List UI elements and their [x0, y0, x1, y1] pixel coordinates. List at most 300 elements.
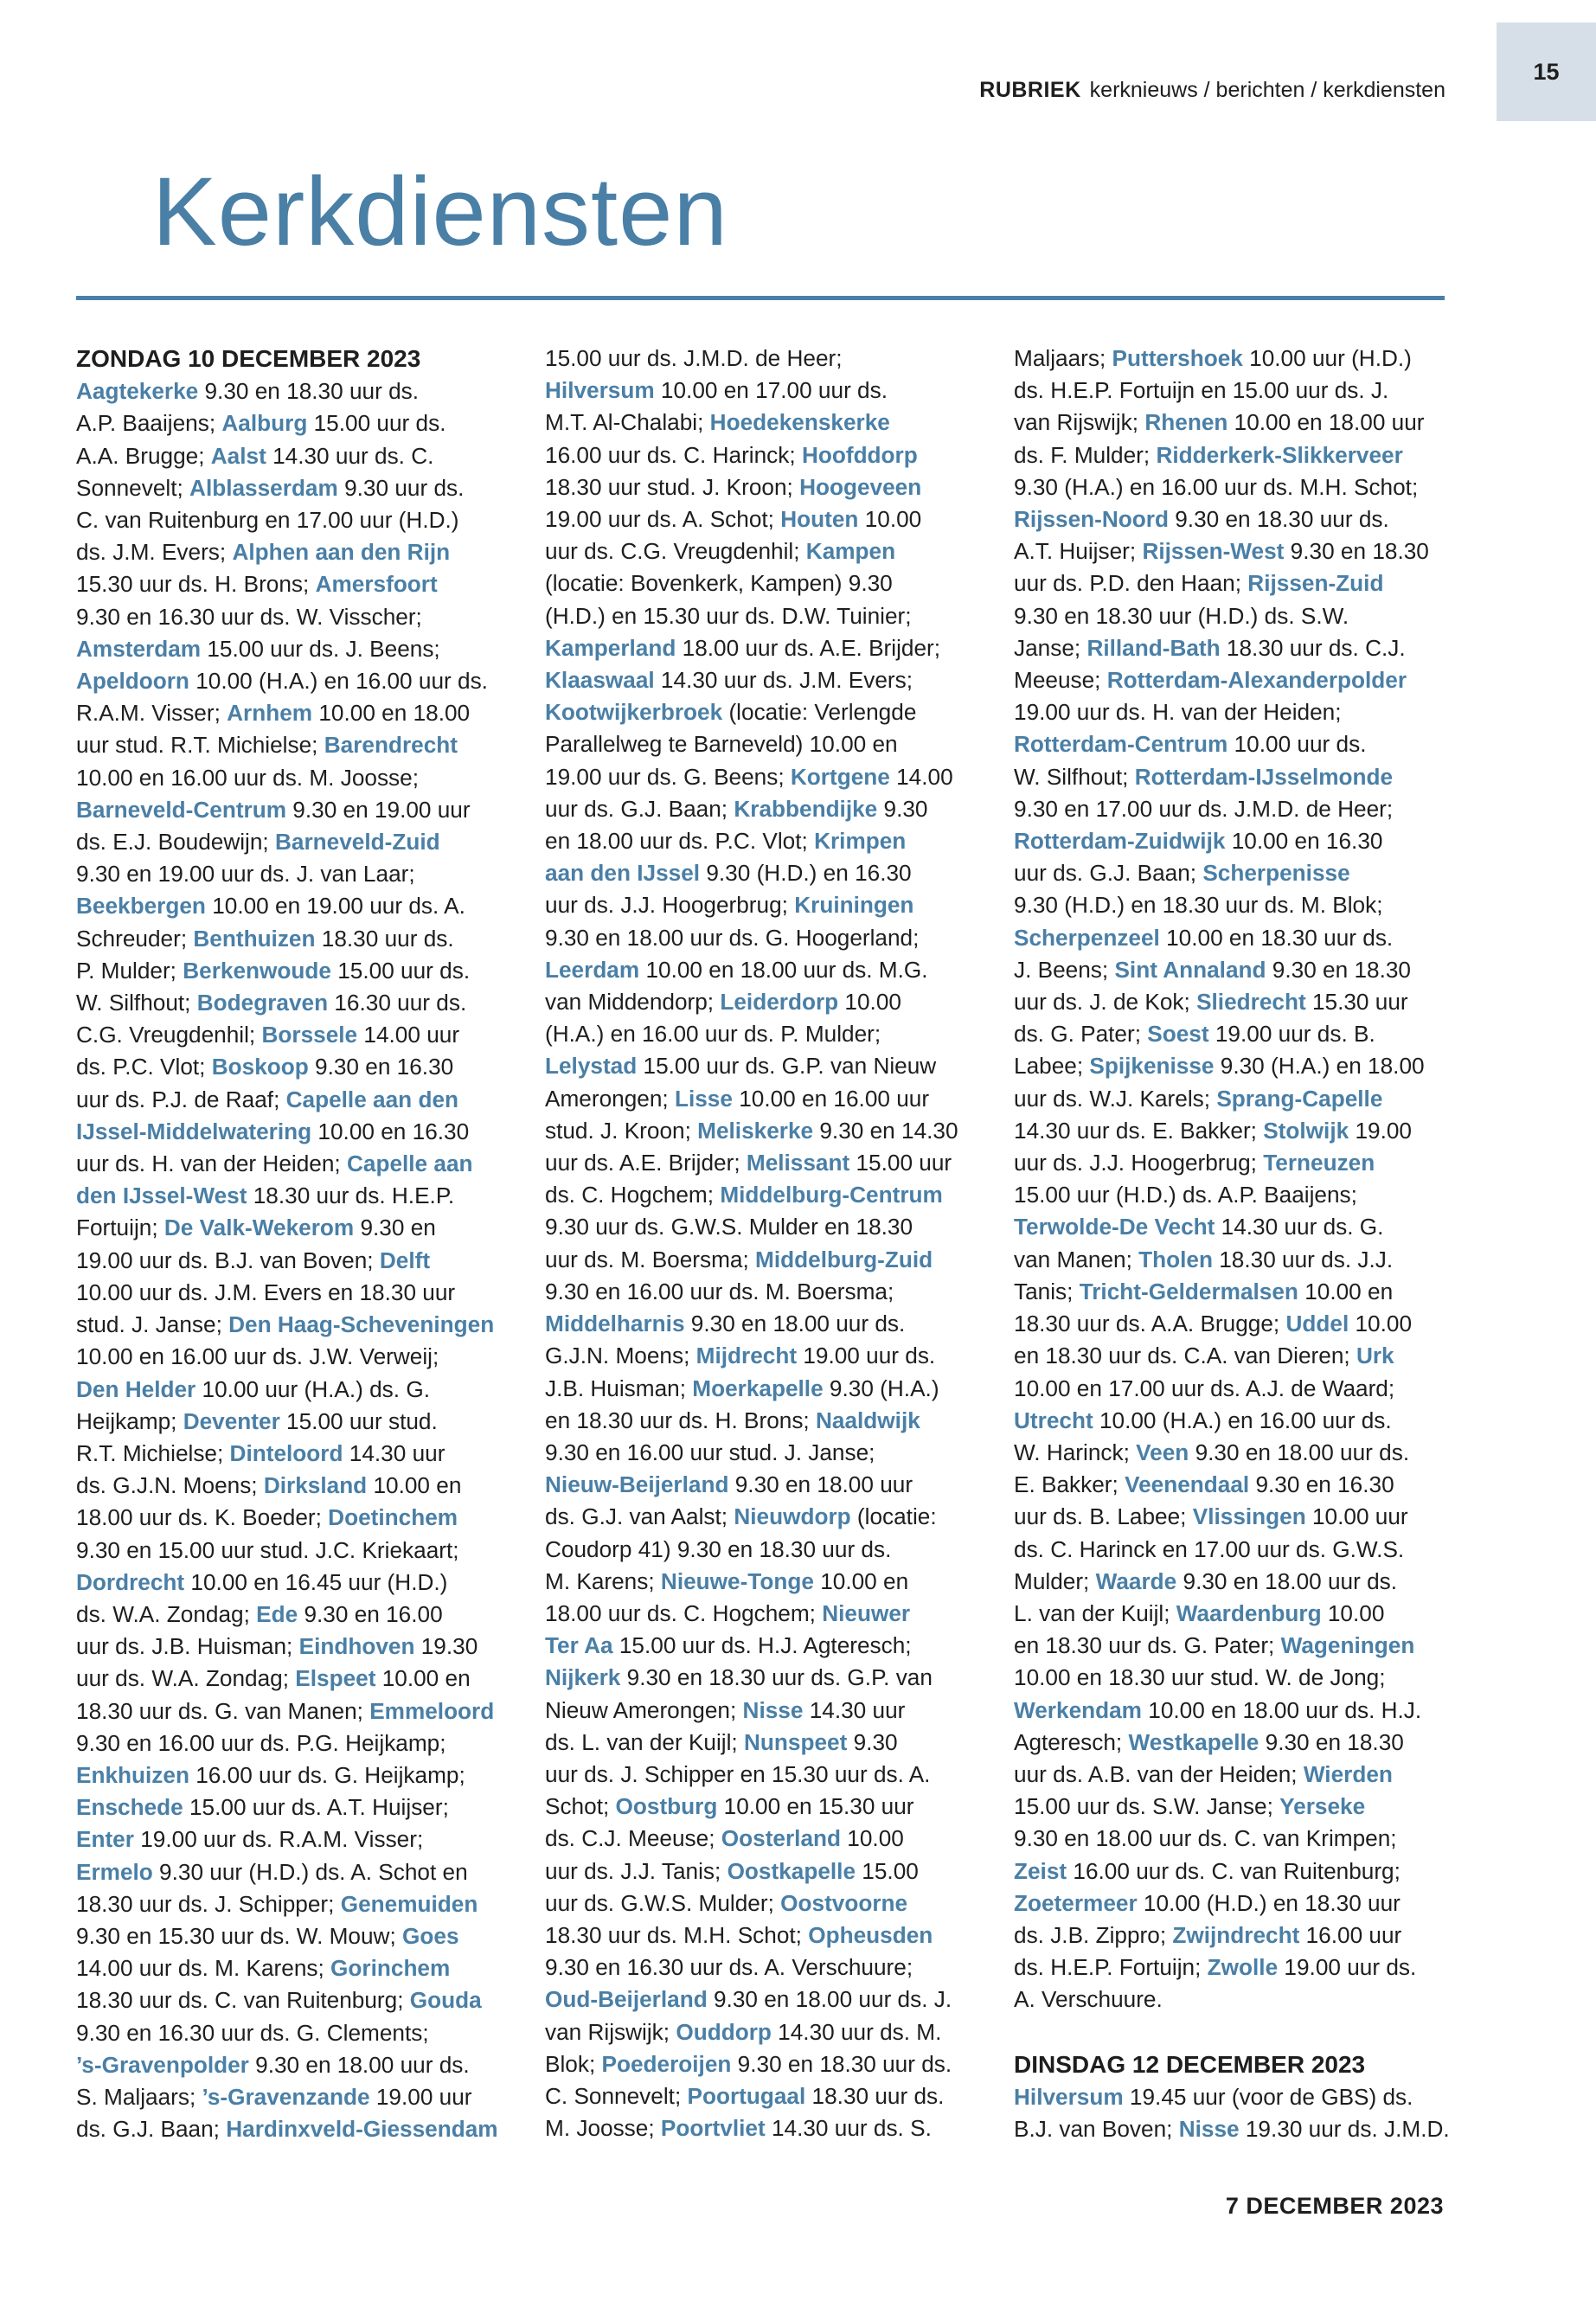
text-line [1014, 1984, 1446, 2016]
place-name: De Valk-Wekerom [163, 1215, 355, 1241]
service-text: E. Bakker; [1014, 1471, 1125, 1498]
service-text: Mulder; [1014, 1567, 1096, 1594]
place-name: Nieuwdorp [734, 1503, 851, 1530]
service-text: 10.00 uur (H.A.) ds. G. [195, 1375, 430, 1402]
place-name: Veen [1136, 1439, 1189, 1465]
service-text: uur ds. M. Boersma; [545, 1246, 756, 1272]
text-line [76, 729, 509, 761]
service-text: 10.00 (H.A.) en 16.00 uur ds. [1093, 1407, 1392, 1433]
service-text: 9.30 uur ds. G.W.S. Mulder en 18.30 [545, 1214, 913, 1240]
service-text: ds. G. Pater; [1014, 1021, 1148, 1048]
text-line [545, 343, 977, 375]
place-name: Puttershoek [1112, 345, 1243, 371]
service-text: 18.00 uur ds. C. Hogchem; [545, 1599, 823, 1626]
place-name: Terwolde-De Vecht [1014, 1214, 1215, 1240]
text-line [76, 665, 509, 697]
text-line [76, 1406, 509, 1438]
service-text: 9.30 (H.A.) en 18.00 [1214, 1053, 1425, 1080]
place-name: Vlissingen [1192, 1503, 1306, 1530]
service-text: J.B. Huisman; [545, 1375, 693, 1401]
service-text: 18.00 uur ds. K. Boeder; [76, 1504, 329, 1531]
service-text: 10.00 en 15.30 uur [717, 1793, 914, 1820]
service-text: 9.30 en 18.00 uur [728, 1471, 913, 1498]
service-text: 14.30 uur ds. M. [771, 2018, 942, 2045]
service-text: 14.00 uur ds. M. Karens; [76, 1955, 331, 1982]
text-line [1014, 1501, 1446, 1533]
text-line [1014, 793, 1446, 825]
text-line [545, 1437, 977, 1469]
text-line [76, 1984, 509, 2016]
text-line [545, 664, 977, 696]
text-line [76, 1148, 509, 1180]
text-line [76, 1888, 509, 1920]
service-text: 9.30 en 15.30 uur ds. W. Mouw; [76, 1922, 403, 1949]
text-line [545, 1888, 977, 1920]
place-name: Rhenen [1144, 409, 1228, 436]
service-text: 9.30 en 18.30 [1284, 538, 1429, 565]
text-line [1014, 1791, 1446, 1823]
service-text: Amerongen; [545, 1085, 675, 1112]
service-text: R.T. Michielse; [76, 1439, 230, 1466]
text-line [76, 1277, 509, 1309]
text-line [76, 568, 509, 600]
place-name: Genemuiden [340, 1890, 478, 1917]
service-text: 19.00 uur ds. H. van der Heiden; [1014, 699, 1342, 726]
text-line [76, 1470, 509, 1502]
place-name: Nieuwer [822, 1599, 911, 1626]
place-name: Nieuw-Beijerland [545, 1471, 729, 1498]
service-text: 19.00 uur ds. B. [1208, 1021, 1375, 1048]
service-text: 9.30 uur ds. [337, 474, 465, 501]
service-text: 18.30 uur ds. M.H. Schot; [545, 1921, 809, 1948]
service-text: 9.30 en 17.00 uur ds. J.M.D. de Heer; [1014, 795, 1394, 822]
service-text: C. van Ruitenburg en 17.00 uur (H.D.) [76, 507, 459, 534]
service-text: 10.00 en 16.30 [311, 1118, 470, 1144]
service-text: 9.30 en 18.00 uur ds. J. [707, 1986, 952, 2013]
text-line [1014, 1823, 1446, 1855]
text-line [76, 1438, 509, 1470]
service-text: 9.30 en 18.30 uur ds. [1168, 506, 1389, 533]
text-line [545, 1501, 977, 1533]
text-line [76, 987, 509, 1019]
service-text: 18.30 uur ds. G. van Manen; [76, 1697, 370, 1724]
service-text: uur ds. J.J. Tanis; [545, 1857, 727, 1884]
service-text: van Middendorp; [545, 989, 721, 1016]
text-line [76, 407, 509, 439]
service-text: 18.30 uur ds. H.E.P. [247, 1183, 455, 1209]
text-line [545, 857, 977, 889]
text-line [1014, 1276, 1446, 1308]
place-name: Kampen [805, 538, 896, 565]
service-text: G.J.N. Moens; [545, 1343, 696, 1369]
text-line [1014, 1308, 1446, 1340]
text-line [1014, 857, 1446, 889]
service-text: 18.30 uur ds. C.J. [1220, 634, 1406, 661]
service-text: uur ds. H. van der Heiden; [76, 1150, 347, 1177]
title-divider [76, 296, 1445, 300]
place-name: Boskoop [211, 1054, 309, 1080]
text-line [545, 1147, 977, 1179]
service-text: 10.00 [858, 506, 922, 533]
place-name: Nisse [742, 1696, 804, 1723]
service-text: ds. E.J. Boudewijn; [76, 829, 275, 856]
service-text: 9.30 en [354, 1215, 436, 1241]
service-text: 9.30 en 18.00 uur ds. G. Hoogerland; [545, 924, 920, 951]
text-line [1014, 696, 1446, 728]
service-text: uur ds. C.G. Vreugdenhil; [545, 538, 806, 565]
text-line [545, 535, 977, 567]
place-name: Leiderdorp [720, 989, 839, 1016]
text-line [76, 2081, 509, 2113]
service-text: 15.00 uur ds. [330, 957, 471, 984]
service-text: uur ds. W.A. Zondag; [76, 1665, 296, 1692]
service-text: 19.30 [414, 1633, 478, 1660]
text-line [1014, 664, 1446, 696]
place-name: Capelle aan [346, 1150, 473, 1177]
service-text: Heijkamp; [76, 1407, 183, 1434]
text-line [545, 922, 977, 954]
service-text: B.J. van Boven; [1014, 2115, 1179, 2142]
service-text: 15.30 uur [1305, 989, 1408, 1016]
service-text: 18.30 uur ds. J.J. [1212, 1246, 1394, 1272]
text-line [545, 1630, 977, 1662]
service-text: 10.00 (H.A.) en 16.00 uur ds. [189, 668, 488, 695]
place-name: Oosterland [721, 1825, 842, 1852]
service-text: Maljaars; [1014, 345, 1112, 371]
place-name: Capelle aan den [285, 1086, 459, 1112]
service-text: 9.30 en 16.00 uur ds. P.G. Heijkamp; [76, 1729, 446, 1756]
place-name: Houten [780, 506, 859, 533]
service-text: (locatie: Bovenkerk, Kampen) 9.30 [545, 570, 893, 597]
place-name: Alblasserdam [189, 474, 338, 501]
service-text: 15.00 uur ds. J. Beens; [201, 635, 440, 662]
text-line [1014, 761, 1446, 793]
service-text: 9.30 en 16.30 uur ds. A. Verschuure; [545, 1954, 913, 1981]
service-text: 10.00 en [375, 1665, 471, 1692]
text-line [76, 1823, 509, 1856]
place-name: Klaaswaal [545, 667, 655, 694]
service-text: 10.00 en 18.00 uur ds. M.G. [639, 956, 928, 983]
text-line [545, 1534, 977, 1566]
text-line [76, 343, 509, 375]
service-text: C. Sonnevelt; [545, 2082, 688, 2109]
text-line [1014, 1211, 1446, 1243]
place-name: Utrecht [1014, 1407, 1093, 1433]
place-name: Rijssen-Zuid [1247, 570, 1384, 597]
place-name: Deventer [183, 1407, 280, 1434]
place-name: Barendrecht [324, 732, 458, 759]
text-line [76, 697, 509, 729]
text-line [76, 1051, 509, 1083]
page-number-tab [1497, 22, 1596, 121]
service-text: 9.30 [847, 1728, 898, 1755]
service-text: 16.30 uur ds. [328, 990, 467, 1016]
place-name: Scherpenzeel [1014, 924, 1160, 951]
text-line [545, 761, 977, 793]
service-text: 16.00 uur ds. C. van Ruitenburg; [1067, 1857, 1401, 1884]
place-name: Berkenwoude [183, 957, 331, 984]
text-line [1014, 1469, 1446, 1501]
text-line [1014, 1437, 1446, 1469]
section-categories: kerknieuws / berichten / kerkdiensten [1089, 78, 1445, 102]
text-line [76, 2113, 509, 2145]
place-name: Yerseke [1279, 1793, 1366, 1820]
text-line [1014, 600, 1446, 632]
service-text: 18.30 uur ds. [805, 2082, 945, 2109]
text-line [1014, 1727, 1446, 1759]
place-name: Krimpen [814, 828, 907, 855]
text-line [545, 632, 977, 664]
place-name: Goes [402, 1922, 459, 1949]
service-text: 19.00 uur ds. R.A.M. Visser; [133, 1826, 424, 1853]
place-name: Tholen [1138, 1246, 1213, 1272]
service-text: 14.30 uur [343, 1439, 445, 1466]
service-text: 15.00 uur ds. J.M.D. de Heer; [545, 345, 843, 371]
service-text: 9.30 en 16.30 uur ds. W. Visscher; [76, 603, 422, 630]
text-line [1014, 1179, 1446, 1211]
place-name: ’s-Gravenpolder [76, 2051, 249, 2078]
text-line [1014, 1115, 1446, 1147]
text-line [1014, 1566, 1446, 1598]
text-line [545, 728, 977, 760]
service-text: van Manen; [1014, 1246, 1139, 1272]
service-text: Blok; [545, 2050, 602, 2077]
service-text: uur ds. G.J. Baan; [1014, 860, 1203, 887]
text-line [76, 1502, 509, 1534]
text-line [76, 1535, 509, 1567]
text-line [545, 1984, 977, 2016]
text-line [545, 793, 977, 825]
service-text: A.T. Huijser; [1014, 538, 1143, 565]
text-line [1014, 1244, 1446, 1276]
text-line [1014, 1598, 1446, 1630]
place-name: Enkhuizen [76, 1761, 189, 1788]
service-text: 10.00 uur ds. [1227, 731, 1367, 758]
service-text: Coudorp 41) 9.30 en 18.30 uur ds. [545, 1535, 892, 1562]
service-text: ds. P.C. Vlot; [76, 1054, 212, 1080]
text-line [76, 601, 509, 633]
text-line [76, 1599, 509, 1631]
service-text: 10.00 en 16.45 uur (H.D.) [184, 1568, 448, 1595]
place-name: Ouddorp [676, 2018, 772, 2045]
place-name: Apeldoorn [76, 668, 189, 695]
section-label: RUBRIEK [979, 78, 1081, 102]
text-line [1014, 1952, 1446, 1984]
service-text: 15.00 uur ds. S.W. Janse; [1014, 1793, 1280, 1820]
text-line [545, 1727, 977, 1759]
text-line [76, 536, 509, 568]
place-name: Mijdrecht [695, 1343, 798, 1369]
text-line [545, 1759, 977, 1791]
place-name: Dordrecht [76, 1568, 185, 1595]
service-text: 9.30 en 18.30 uur (H.D.) ds. S.W. [1014, 602, 1349, 629]
service-text: 19.00 uur ds. G. Beens; [545, 763, 791, 790]
service-text: 10.00 en [813, 1567, 909, 1594]
service-text: en 18.00 uur ds. P.C. Vlot; [545, 828, 815, 855]
service-text: 9.30 [877, 795, 928, 822]
text-line [1014, 1147, 1446, 1179]
service-text: W. Silfhout; [76, 990, 197, 1016]
service-text: 10.00 [1321, 1599, 1385, 1626]
place-name: Scherpenisse [1202, 860, 1350, 887]
place-name: Doetinchem [328, 1504, 458, 1531]
place-name: Rotterdam-Zuidwijk [1014, 828, 1226, 855]
place-name: Den Helder [76, 1375, 196, 1402]
text-line [1014, 1662, 1446, 1694]
service-text: ds. H.E.P. Fortuijn; [1014, 1954, 1208, 1981]
place-name: Hoofddorp [801, 441, 918, 468]
text-line [1014, 343, 1446, 375]
text-line [1014, 922, 1446, 954]
place-name: Aalst [210, 442, 266, 469]
service-text: 9.30 en 16.00 uur ds. M. Boersma; [545, 1278, 894, 1304]
place-name: Alphen aan den Rijn [232, 539, 451, 566]
place-name: Spijkenisse [1089, 1053, 1215, 1080]
place-name: Sint Annaland [1114, 956, 1266, 983]
text-line [1014, 986, 1446, 1018]
service-text: 19.00 uur ds. A. Schot; [545, 506, 781, 533]
text-line [545, 375, 977, 407]
service-text: 16.00 uur ds. G. Heijkamp; [189, 1761, 465, 1788]
text-line [76, 1567, 509, 1599]
text-line [1014, 1759, 1446, 1791]
service-text: 19.45 uur (voor de GBS) ds. [1123, 2083, 1413, 2110]
text-line [545, 1920, 977, 1952]
service-text: 9.30 en 18.30 uur ds. G.P. van [620, 1664, 933, 1691]
place-name: Wageningen [1280, 1632, 1415, 1659]
text-line [545, 986, 977, 1018]
text-line [76, 923, 509, 955]
service-text: 9.30 (H.D.) en 16.30 [700, 860, 912, 887]
place-name: Meliskerke [697, 1117, 814, 1144]
service-text: 10.00 en 16.00 uur ds. J.W. Verweij; [76, 1343, 439, 1370]
text-line [76, 1374, 509, 1406]
text-line [1014, 1888, 1446, 1920]
service-text: uur stud. R.T. Michielse; [76, 732, 324, 759]
service-text: 9.30 en 18.30 uur ds. [198, 378, 420, 405]
text-line [76, 1309, 509, 1341]
place-name: Terneuzen [1263, 1150, 1375, 1176]
service-text: 9.30 en 18.30 uur ds. [731, 2050, 952, 2077]
place-name: Zeist [1014, 1857, 1067, 1884]
service-text: ds. C.J. Meeuse; [545, 1825, 721, 1852]
text-line [545, 1050, 977, 1082]
text-line [76, 1116, 509, 1148]
service-text: 14.00 [889, 763, 953, 790]
place-name: Ede [256, 1600, 298, 1627]
service-text: 18.30 uur ds. [315, 925, 454, 952]
text-line [1014, 407, 1446, 439]
place-name: Barneveld-Centrum [76, 796, 287, 823]
service-text: 9.30 (H.A.) [823, 1375, 939, 1401]
service-text: 9.30 en 16.30 [308, 1054, 454, 1080]
service-text: stud. J. Janse; [76, 1311, 229, 1338]
service-text: uur ds. P.D. den Haan; [1014, 570, 1248, 597]
service-text: 10.00 en 17.00 uur ds. A.J. de Waard; [1014, 1375, 1395, 1401]
service-text: 15.00 uur (H.D.) ds. A.P. Baaijens; [1014, 1182, 1357, 1208]
service-text: uur ds. W.J. Karels; [1014, 1085, 1217, 1112]
text-line [545, 1952, 977, 1984]
service-text: uur ds. J.J. Hoogerbrug; [1014, 1150, 1264, 1176]
text-line [76, 2049, 509, 2081]
place-name: Nieuwe-Tonge [660, 1567, 814, 1594]
service-text: 10.00 en 16.00 uur [732, 1085, 930, 1112]
service-text: 19.00 uur ds. B.J. van Boven; [76, 1247, 380, 1273]
place-name: Gorinchem [330, 1955, 451, 1982]
place-name: Borssele [261, 1022, 358, 1048]
text-line [76, 1759, 509, 1791]
text-line [76, 1019, 509, 1051]
service-text: uur ds. G.J. Baan; [545, 795, 734, 822]
place-name: Elspeet [295, 1665, 376, 1692]
service-text: 14.30 uur ds. S. [765, 2115, 932, 2142]
service-text: uur ds. A.B. van der Heiden; [1014, 1760, 1304, 1787]
text-line [545, 1566, 977, 1598]
column-2 [545, 343, 977, 2144]
text-line [1014, 1920, 1446, 1952]
text-line [76, 1920, 509, 1952]
place-name: Ter Aa [545, 1632, 613, 1659]
service-text: Parallelweg te Barneveld) 10.00 en [545, 731, 898, 758]
place-name: Krabbendijke [734, 795, 878, 822]
place-name: Zwolle [1207, 1954, 1279, 1981]
service-text: 9.30 en 18.30 [1266, 956, 1411, 983]
service-text: 10.00 en 16.30 [1225, 828, 1383, 855]
service-text: 9.30 en 16.30 uur ds. G. Clements; [76, 2019, 429, 2046]
text-line [76, 794, 509, 826]
service-text: J. Beens; [1014, 956, 1115, 983]
place-name: Dinteloord [229, 1439, 343, 1466]
service-text: 9.30 (H.A.) en 16.00 uur ds. M.H. Schot; [1014, 473, 1419, 500]
page-number: 15 [1533, 58, 1560, 85]
text-line [1014, 1534, 1446, 1566]
place-name: Stolwijk [1263, 1117, 1349, 1144]
place-name: Dirksland [263, 1472, 368, 1499]
service-text: 10.00 en 16.00 uur ds. M. Joosse; [76, 764, 419, 791]
place-name: Bodegraven [196, 990, 329, 1016]
service-text: A.P. Baaijens; [76, 410, 222, 437]
place-name: Hilversum [1014, 2083, 1124, 2110]
place-name: Hoogeveen [799, 473, 922, 500]
place-name: Eindhoven [298, 1633, 415, 1660]
text-line [545, 1405, 977, 1437]
place-name: Aagtekerke [76, 378, 199, 405]
service-text: 10.00 uur ds. J.M. Evers en 18.30 uur [76, 1279, 456, 1305]
service-text: W. Silfhout; [1014, 763, 1135, 790]
service-text: 9.30 en 18.00 uur ds. [1176, 1567, 1398, 1594]
text-line [545, 471, 977, 503]
service-text: 16.00 uur [1299, 1921, 1402, 1948]
service-text: (H.A.) en 16.00 uur ds. P. Mulder; [545, 1021, 881, 1048]
text-line [545, 2016, 977, 2048]
text-line [545, 567, 977, 599]
service-text: 18.30 uur stud. J. Kroon; [545, 473, 800, 500]
text-line [76, 1952, 509, 1984]
place-name: Rijssen-West [1142, 538, 1285, 565]
place-name: Emmeloord [369, 1697, 495, 1724]
service-text: 10.00 [841, 1825, 904, 1852]
service-text: 9.30 en 18.00 uur ds. C. van Krimpen; [1014, 1825, 1397, 1852]
service-text: 10.00 en 18.30 uur ds. [1159, 924, 1394, 951]
place-name: Oud-Beijerland [545, 1986, 708, 2013]
text-line [1014, 889, 1446, 921]
service-text: uur ds. J. Schipper en 15.30 uur ds. A. [545, 1760, 931, 1787]
service-text: 10.00 en [1298, 1278, 1394, 1304]
service-text: L. van der Kuijl; [1014, 1599, 1176, 1626]
service-text: van Rijswijk; [1014, 409, 1145, 436]
text-line [76, 1695, 509, 1727]
place-name: Melissant [746, 1150, 850, 1176]
